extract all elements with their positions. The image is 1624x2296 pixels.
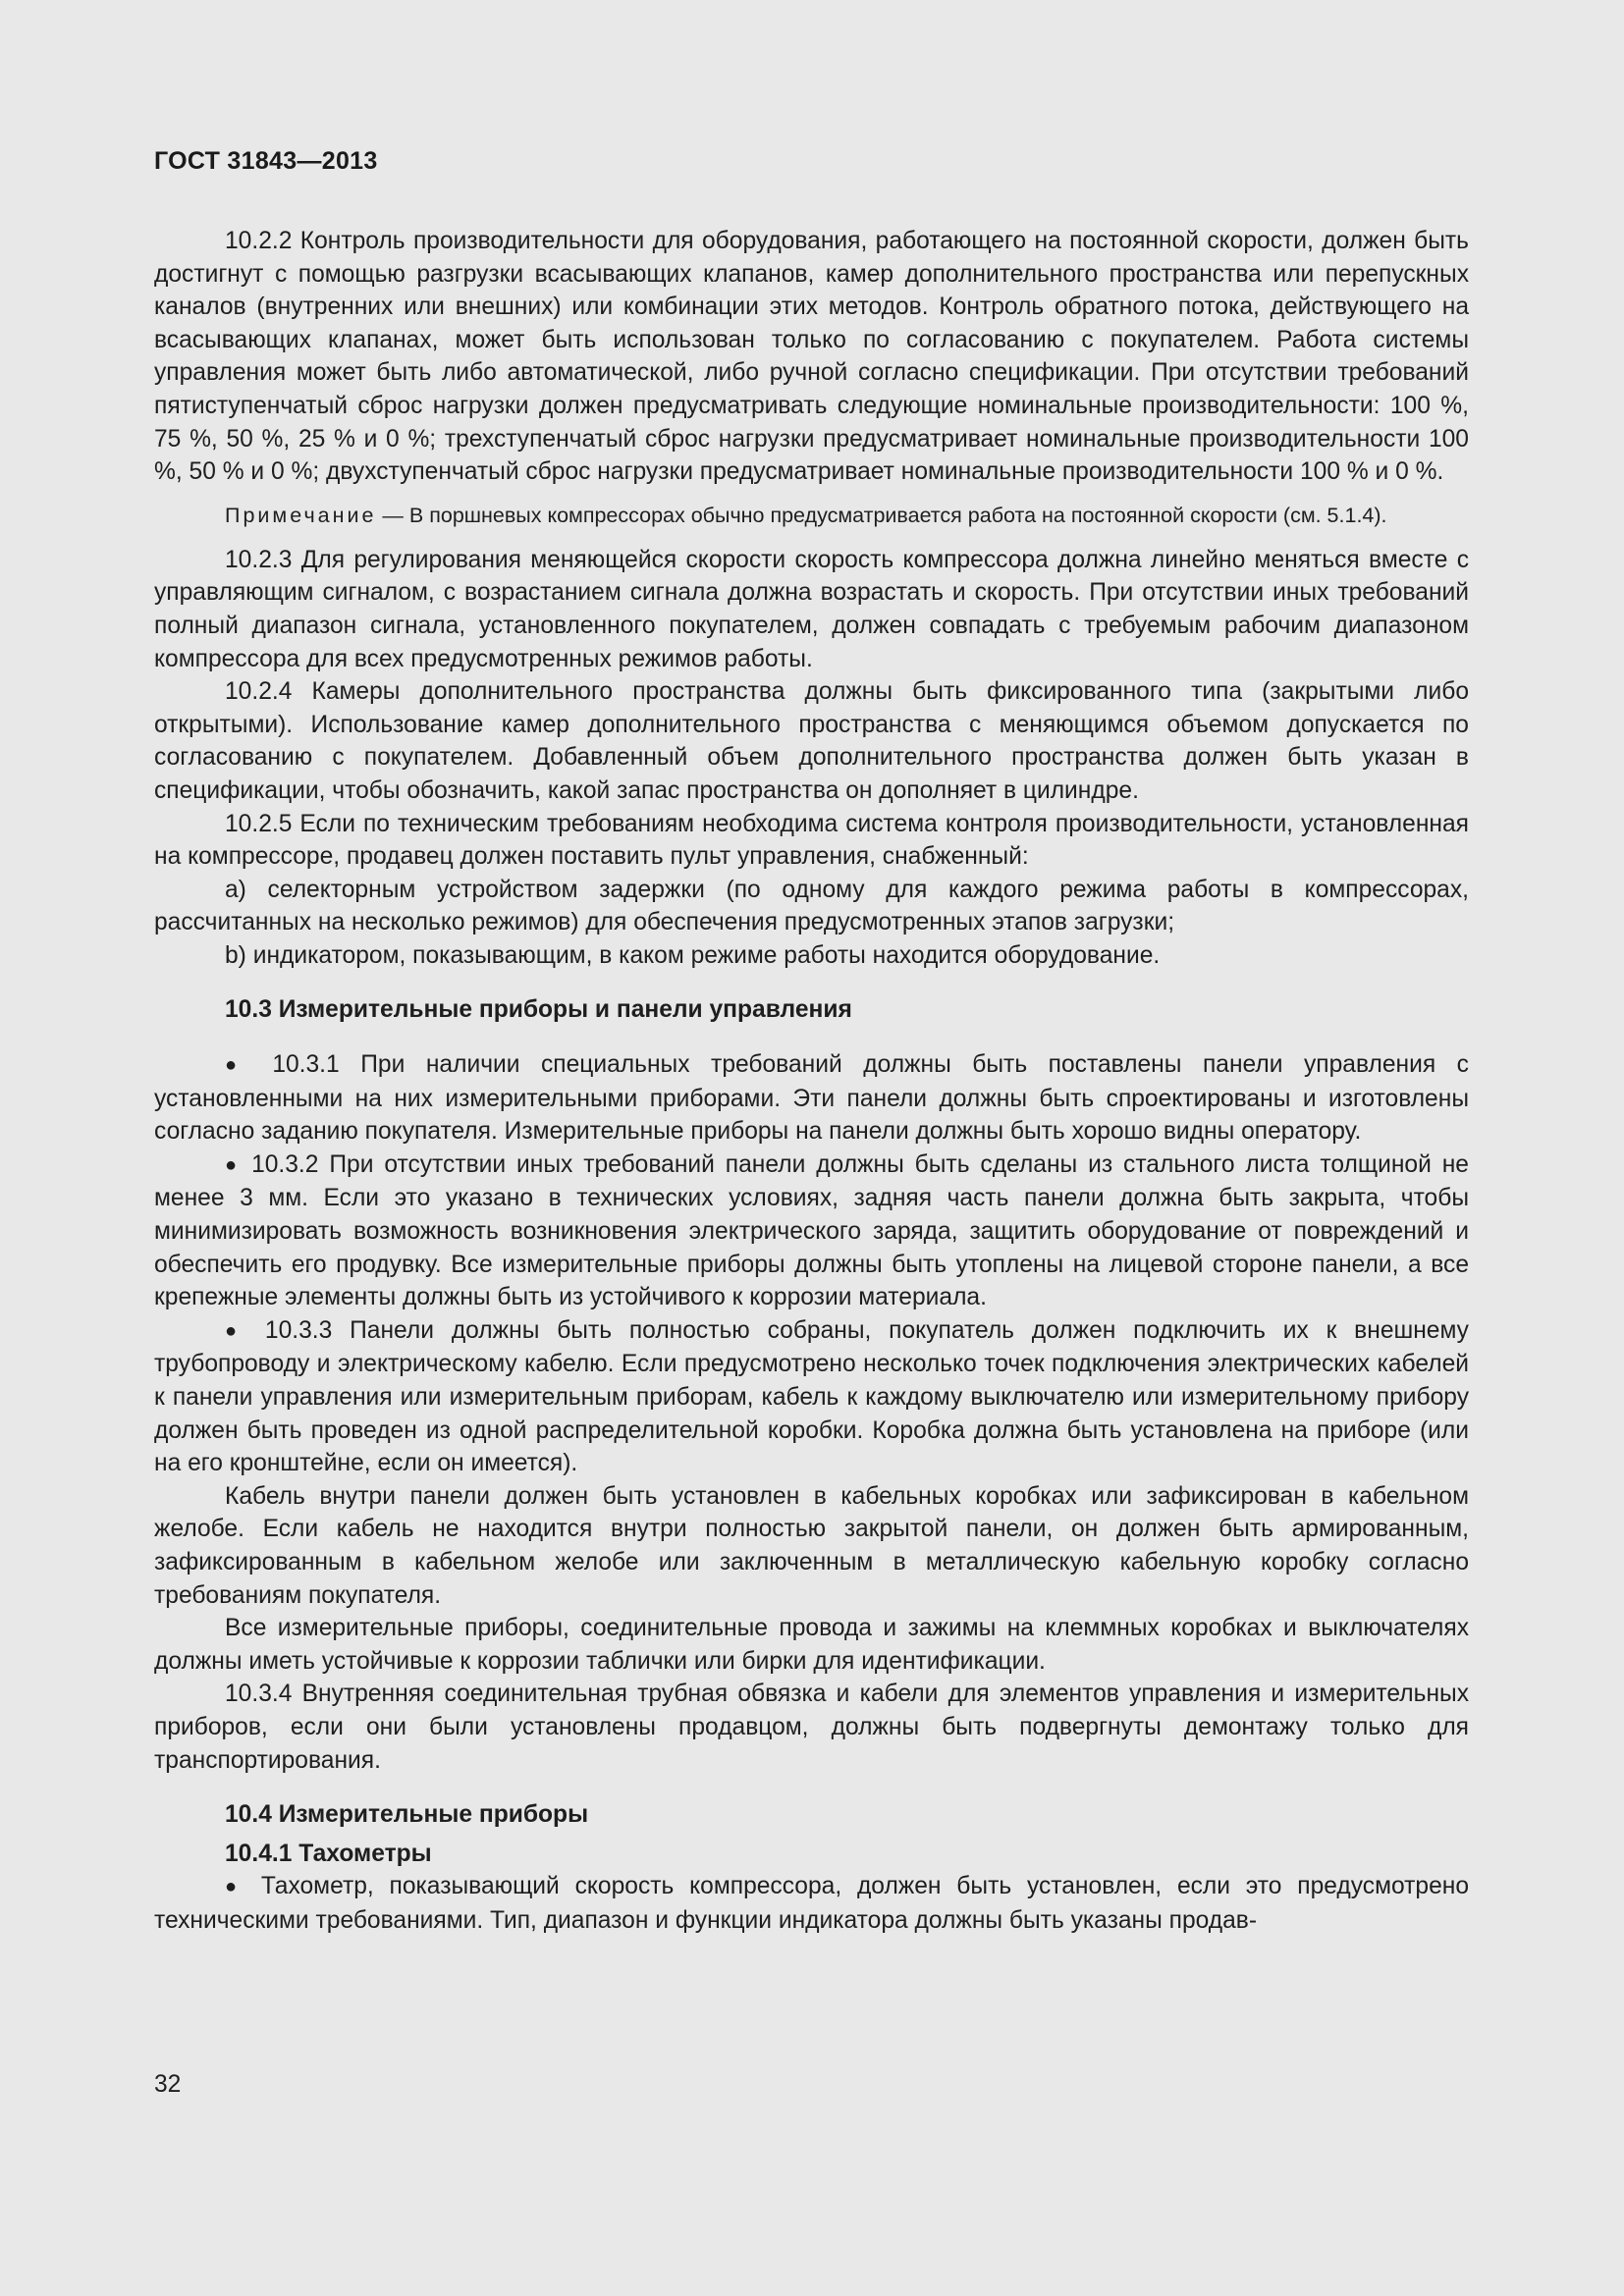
- paragraph-10-3-2: [154, 1148, 1469, 1314]
- paragraph-10-3-1-text: 10.3.1 При наличии специальных требований должны быть поставлены панели управления с установленными на них измерительными приборами. Эти панели должны быть спроектированы и изготовлены согласно заданию покупателя. Измерительные приборы на панели должны быть хорошо видны оператору.: [154, 1051, 1469, 1146]
- paragraph-10-3-1: [154, 1048, 1469, 1148]
- note-label: Примечание: [225, 503, 377, 527]
- paragraph-10-3-3-text: 10.3.3 Панели должны быть полностью собраны, покупатель должен подключить их к внешнему трубопроводу и электрическому кабелю. Если предусмотрено несколько точек подключения электрических кабелей к панели управления или измерительным приборам, кабель к каждому выключателю или измерительному прибору должен быть проведен из одной распределительной коробки. Коробка должна быть установлена на приборе (или на его кронштейне, если он имеется).: [154, 1316, 1469, 1477]
- paragraph-10-2-4: 10.2.4 Камеры дополнительного пространства должны быть фиксированного типа (закрытыми либо открытыми). Использование камер дополнительного пространства с меняющимся объемом допускается по согласованию с покупателем. Добавленный объем дополнительного пространства должен быть указан в спецификации, чтобы обозначить, какой запас пространства он дополняет в цилиндре.: [154, 678, 1469, 804]
- paragraph-tachometer: [154, 1870, 1469, 1937]
- paragraph-10-2-2: 10.2.2 Контроль производительности для оборудования, работающего на постоянной скорости, должен быть достигнут с помощью разгрузки всасывающих клапанов, камер дополнительного пространства или перепускных каналов (внутренних или внешних) или комбинации этих методов. Контроль обратного потока, действующего на всасывающих клапанах, может быть использован только по согласованию с покупателем. Работа системы управления может быть либо автоматической, либо ручной согласно спецификации. При отсутствии требований пятиступенчатый сброс нагрузки должен предусматривать следующие номинальные производительности: 100 %, 75 %, 50 %, 25 % и 0 %; трехступенчатый сброс нагрузки предусматривает номинальные производительности 100 %, 50 % и 0 %; двухступенчатый сброс нагрузки предусматривает номинальные производительности 100 % и 0 %.: [154, 228, 1469, 486]
- list-item-a: a) селекторным устройством задержки (по одному для каждого режима работы в компрессорах, рассчитанных на несколько режимов) для обеспечения предусмотренных этапов загрузки;: [154, 876, 1469, 936]
- paragraph-10-3-3: [154, 1314, 1469, 1480]
- paragraph-10-3-4: 10.3.4 Внутренняя соединительная трубная обвязка и кабели для элементов управления и измерительных приборов, если они были установлены продавцом, должны быть подвергнуты демонтажу только для транспортирования.: [154, 1681, 1469, 1774]
- list-item-b: b) индикатором, показывающим, в каком режиме работы находится оборудование.: [225, 941, 1161, 969]
- paragraph-tachometer-text: Тахометр, показывающий скорость компрессора, должен быть установлен, если это предусмотрено техническими требованиями. Тип, диапазон и функции индикатора должны быть указаны продав-: [154, 1873, 1470, 1934]
- note-paragraph: [154, 501, 1469, 530]
- bullet-icon: ●: [225, 1319, 248, 1342]
- paragraph-10-3-2-text: 10.3.2 При отсутствии иных требований панели должны быть сделаны из стального листа толщиной не менее 3 мм. Если это указано в технических условиях, задняя часть панели должна быть закрыта, чтобы минимизировать возможность возникновения электрического заряда, защитить оборудование от повреждений и обеспечить его продувку. Все измерительные приборы должны быть утоплены на лицевой стороне панели, а все крепежные элементы должны быть из устойчивого к коррозии материала.: [154, 1150, 1469, 1311]
- paragraph-all-instruments: Все измерительные приборы, соединительные провода и зажимы на клеммных коробках и выключателях должны иметь устойчивые к коррозии таблички или бирки для идентификации.: [154, 1615, 1469, 1675]
- document-code-header: ГОСТ 31843—2013: [154, 147, 378, 175]
- section-heading-10-4: 10.4 Измерительные приборы: [225, 1801, 589, 1829]
- paragraph-cable: Кабель внутри панели должен быть установлен в кабельных коробках или зафиксирован в кабельном желобе. Если кабель не находится внутри полностью закрытой панели, он должен быть армированным, зафиксированным в кабельном желобе или заключенным в металлическую кабельную коробку согласно требованиям покупателя.: [154, 1482, 1469, 1609]
- bullet-icon: ●: [225, 1153, 242, 1176]
- bullet-icon: ●: [225, 1054, 251, 1077]
- page-number: 32: [154, 2071, 182, 2098]
- paragraph-10-2-3: 10.2.3 Для регулирования меняющейся скорости скорость компрессора должна линейно меняться вместе с управляющим сигналом, с возрастанием сигнала должна возрастать и скорость. При отсутствии иных требований полный диапазон сигнала, установленного покупателем, должен совпадать с требуемым рабочим диапазоном компрессора для всех предусмотренных режимов работы.: [154, 546, 1469, 672]
- note-text: — В поршневых компрессорах обычно предусматривается работа на постоянной скорости (см. 5.1.4).: [376, 503, 1387, 527]
- paragraph-10-2-5: 10.2.5 Если по техническим требованиям необходима система контроля производительности, установленная на компрессоре, продавец должен поставить пульт управления, снабженный:: [154, 810, 1469, 871]
- document-body: [154, 225, 1469, 1938]
- section-heading-10-3: 10.3 Измерительные приборы и панели управления: [225, 996, 852, 1024]
- bullet-icon: ●: [225, 1876, 246, 1898]
- subsection-heading-10-4-1: 10.4.1 Тахометры: [225, 1840, 432, 1867]
